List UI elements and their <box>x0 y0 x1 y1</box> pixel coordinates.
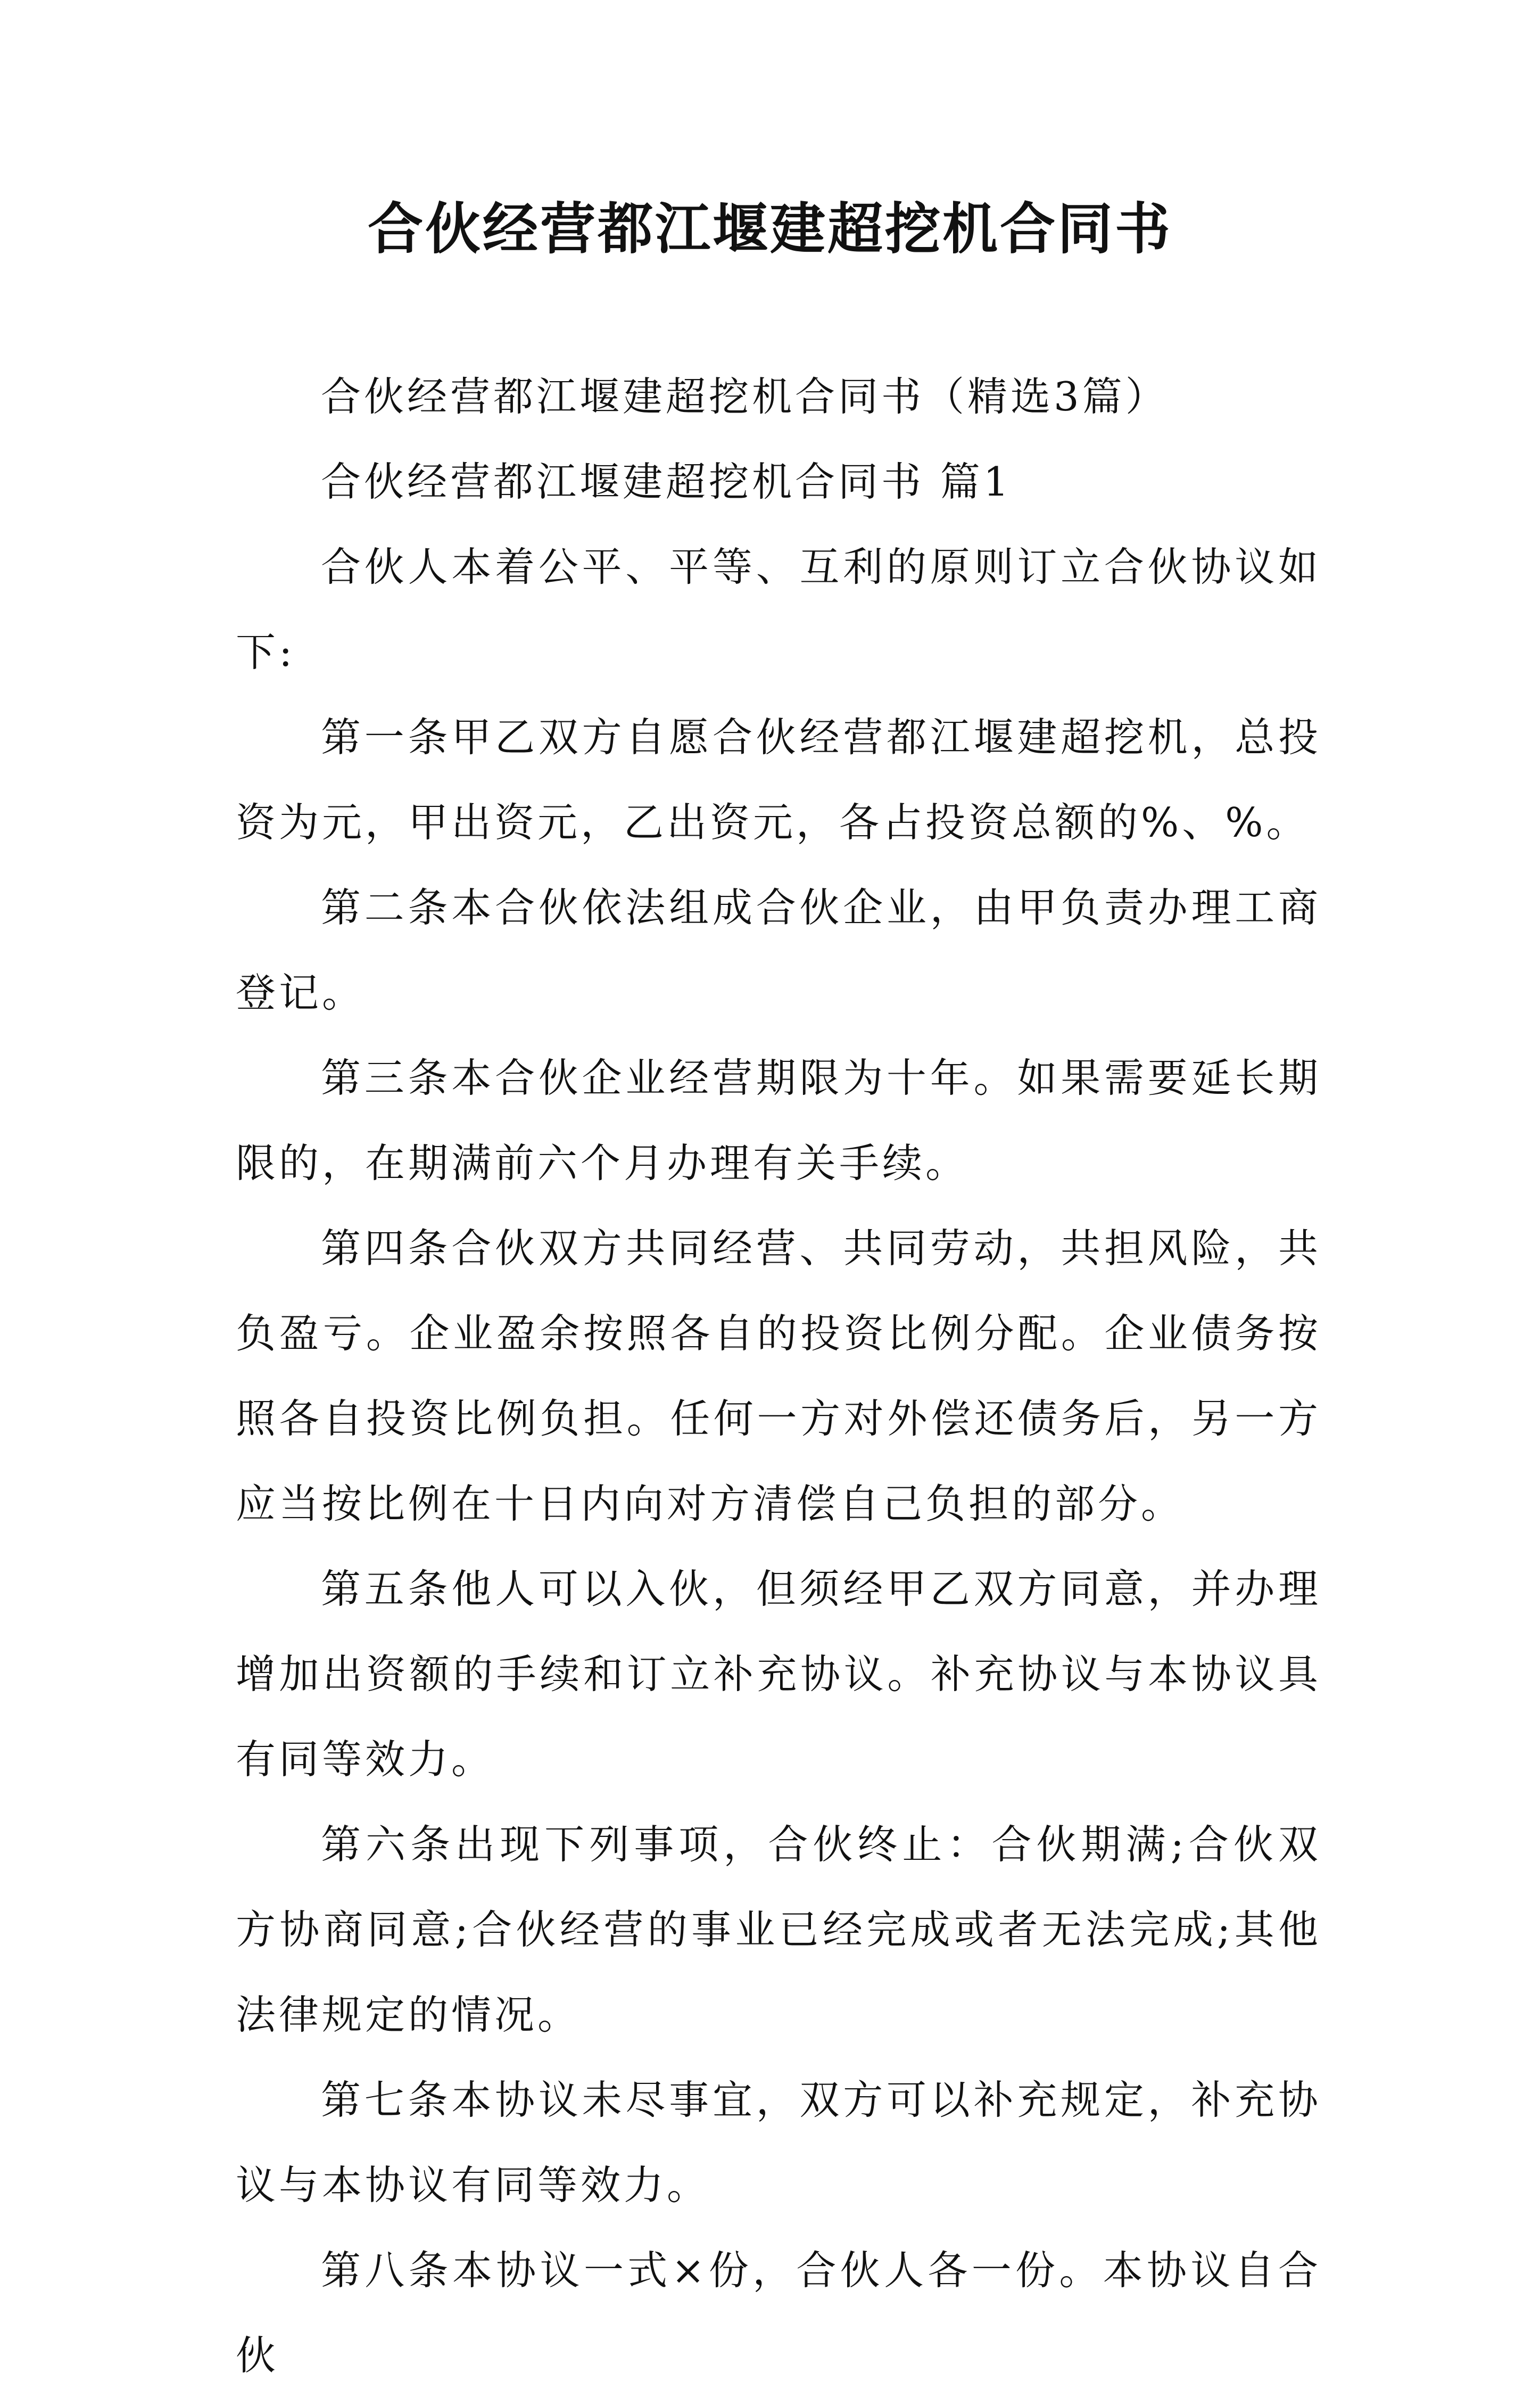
paragraph-article-2: 第二条本合伙依法组成合伙企业，由甲负责办理工商登记。 <box>236 884 1321 1016</box>
paragraph-article-6: 第六条出现下列事项，合伙终止：合伙期满;合伙双方协商同意;合伙经营的事业已经完成或者无法完成;其他法律规定的情况。 <box>236 1821 1321 2038</box>
paragraph-article-5: 第五条他人可以入伙，但须经甲乙双方同意，并办理增加出资额的手续和订立补充协议。补充协议与本协议具有同等效力。 <box>236 1565 1321 1783</box>
document-body <box>236 354 1321 2398</box>
paragraph-article-8: 第八条本协议一式×份，合伙人各一份。本协议自合伙 <box>236 2247 1321 2379</box>
paragraph-preamble: 合伙人本着公平、平等、互利的原则订立合伙协议如下: <box>236 543 1321 675</box>
document-title: 合伙经营都江堰建超挖机合同书 <box>367 196 1172 261</box>
paragraph-article-4: 第四条合伙双方共同经营、共同劳动，共担风险，共负盈亏。企业盈余按照各自的投资比例分配。企业债务按照各自投资比例负担。任何一方对外偿还债务后，另一方应当按比例在十日内向对方清偿自己负担的部分。 <box>236 1225 1321 1527</box>
paragraph-article-7: 第七条本协议未尽事宜，双方可以补充规定，补充协议与本协议有同等效力。 <box>236 2076 1321 2209</box>
paragraph-article-1: 第一条甲乙双方自愿合伙经营都江堰建超挖机，总投资为元，甲出资元，乙出资元，各占投资总额的%、%。 <box>236 714 1321 846</box>
paragraph-article-3: 第三条本合伙企业经营期限为十年。如果需要延长期限的，在期满前六个月办理有关手续。 <box>236 1054 1321 1186</box>
paragraph-section-heading: 合伙经营都江堰建超挖机合同书 篇1 <box>321 458 1012 505</box>
paragraph-subtitle: 合伙经营都江堰建超挖机合同书（精选3篇） <box>321 373 1169 420</box>
